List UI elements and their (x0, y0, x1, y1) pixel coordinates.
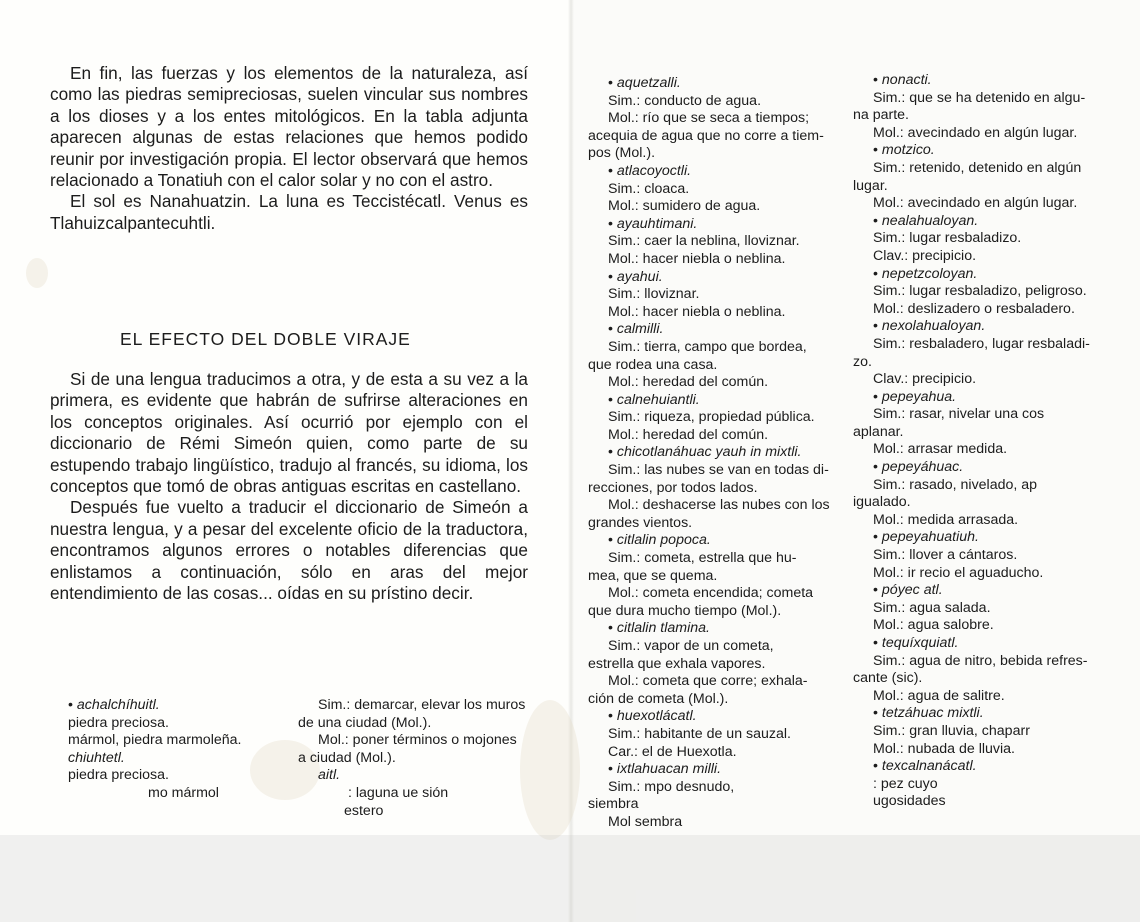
glossary-definition: piedra preciosa. (68, 714, 169, 731)
glossary-term: • citlalin tlamina. (588, 620, 848, 638)
glossary-definition: mármol, piedra marmoleña. (68, 732, 242, 749)
glossary-term: • aquetzalli. (588, 75, 848, 93)
glossary-definition: Sim.: las nubes se van en todas di- (608, 462, 829, 479)
paper-stain (26, 258, 48, 288)
glossary-definition: Mol.: cometa encendida; cometa (608, 585, 814, 602)
glossary-definition: Mol.: agua salobre. (873, 617, 994, 634)
glossary-definition: Sim.: agua de nitro, bebida refres- (873, 652, 1088, 669)
glossary-definition: Sim.: rasar, nivelar una cos (873, 406, 1045, 423)
glossary-definition: Mol sembra (608, 813, 683, 830)
glossary-definition: Sim.: lugar resbaladizo, peligroso. (873, 283, 1087, 300)
section-title: EL EFECTO DEL DOBLE VIRAJE (120, 329, 411, 349)
glossary-fragment-left (48, 697, 298, 803)
glossary-definition: que rodea una casa. (588, 356, 718, 373)
glossary-definition: : laguna ue sión (348, 784, 449, 801)
glossary-definition: Sim.: vapor de un cometa, (608, 638, 774, 654)
glossary-term: • motzico. (853, 142, 1115, 160)
glossary-definition: piedra preciosa. (68, 767, 169, 784)
glossary-definition: Car.: el de Huexotla. (608, 743, 737, 760)
intro-paragraph: En fin, las fuerzas y los elementos de la naturaleza, así como las piedras semipreciosas, suelen vincular sus nombres a los dioses y a los entes mitológicos. En la tabla adjunta aparecen algunas de estas relaciones que hemos podido reunir por investigación propia. El lector observará que hemos relacionado a Tonatiuh con el calor solar y no con el astro. (50, 63, 528, 191)
glossary-definition: Mol.: heredad del común. (608, 426, 769, 443)
glossary-definition: Mol.: hacer niebla o neblina. (608, 250, 786, 267)
glossary-term: • pepeyáhuac. (853, 459, 1115, 477)
glossary-definition: siembra (588, 796, 639, 813)
glossary-definition: Mol.: ir recio el aguaducho. (873, 564, 1044, 581)
glossary-definition: acequia de agua que no corre a tiem- (588, 127, 824, 144)
glossary-term: • texcalnanácatl. (853, 758, 1115, 776)
glossary-definition: Sim.: cloaca. (608, 180, 690, 197)
glossary-definition: de una ciudad (Mol.). (298, 714, 432, 731)
glossary-definition: Sim.: lugar resbaladizo. (873, 230, 1022, 247)
glossary-term: • ixtlahuacan milli. (588, 761, 848, 779)
glossary-term: • calmilli. (588, 321, 848, 339)
glossary-definition: Sim.: habitante de un sauzal. (608, 725, 791, 742)
glossary-term: • chicotlanáhuac yauh in mixtli. (588, 444, 848, 462)
glossary-term: • tequíxquiatl. (853, 635, 1115, 653)
glossary-definition: Mol.: nubada de lluvia. (873, 740, 1015, 757)
glossary-definition: estero (344, 802, 384, 819)
glossary-definition: zo. (853, 353, 872, 370)
section-body (50, 369, 528, 604)
glossary-term: • huexotlácatl. (588, 708, 848, 726)
intro-paragraphs (50, 63, 528, 234)
glossary-definition: ugosidades (873, 793, 946, 810)
glossary-definition: Sim.: agua salada. (873, 599, 991, 616)
glossary-definition: Mol.: deslizadero o resbaladero. (873, 300, 1075, 317)
glossary-definition: Mol.: deshacerse las nubes con los (608, 497, 830, 514)
glossary-definition: Mol.: cometa que corre; exhala- (608, 673, 808, 690)
glossary-definition: Sim.: que se ha detenido en algu- (873, 89, 1086, 106)
glossary-definition: Sim.: tierra, campo que bordea, (608, 338, 807, 355)
glossary-definition: Sim.: resbaladero, lugar resbaladi- (873, 335, 1090, 352)
glossary-term: • atlacoyoctli. (588, 163, 848, 181)
glossary-definition: igualado. (853, 494, 911, 511)
glossary-definition: cante (sic). (853, 670, 923, 687)
glossary-definition: Mol.: arrasar medida. (873, 441, 1008, 458)
glossary-term: • nonacti. (853, 72, 1115, 90)
glossary-definition: Mol.: medida arrasada. (873, 511, 1019, 528)
glossary-definition: na parte. (853, 107, 910, 124)
glossary-definition: Sim.: llover a cántaros. (873, 547, 1018, 564)
body-paragraph: Si de una lengua traducimos a otra, y de esta a su vez a la primera, es evidente que habrán de sufrirse alteraciones en los conceptos originales. Así ocurrió por ejemplo con el diccionario de Rémi Simeón quien, como parte de su estupendo trabajo lingüístico, tradujo al francés, su idioma, los conceptos que tomó de obras antiguas escritas en castellano. (50, 369, 528, 497)
glossary-term: • nealahualoyan. (853, 213, 1115, 231)
glossary-term: • tetzáhuac mixtli. (853, 705, 1115, 723)
glossary-definition: Sim.: retenido, detenido en algún (873, 159, 1082, 176)
glossary-term: • nexolahualoyan. (853, 318, 1115, 336)
glossary-definition: Mol.: río que se seca a tiempos; (608, 110, 810, 127)
glossary-definition: aplanar. (853, 423, 904, 440)
glossary-term: aitl. (318, 767, 341, 784)
glossary-term: • pepeyahuatiuh. (853, 529, 1115, 547)
glossary-definition: ción de cometa (Mol.). (588, 690, 729, 707)
glossary-column-1 (588, 75, 848, 832)
glossary-definition: Sim.: mpo desnudo, (608, 778, 735, 795)
glossary-definition: Sim.: demarcar, elevar los muros (318, 697, 526, 713)
glossary-definition: mea, que se quema. (588, 567, 718, 584)
glossary-fragment-middle (298, 697, 558, 820)
glossary-definition: Clav.: precipicio. (873, 247, 977, 264)
glossary-definition: Mol.: hacer niebla o neblina. (608, 303, 786, 320)
glossary-definition: : pez cuyo (873, 775, 938, 792)
glossary-term: • pepeyahua. (853, 389, 1115, 407)
glossary-definition: Sim.: cometa, estrella que hu- (608, 550, 797, 567)
glossary-definition: Sim.: riqueza, propiedad pública. (608, 409, 815, 426)
glossary-definition: Mol.: poner términos o mojones (318, 732, 517, 749)
glossary-definition: mo mármol (148, 784, 219, 801)
glossary-definition: Mol.: avecindado en algún lugar. (873, 195, 1078, 212)
glossary-term: • calnehuiantli. (588, 392, 848, 410)
glossary-term: • citlalin popoca. (588, 532, 848, 550)
glossary-definition: recciones, por todos lados. (588, 479, 758, 496)
glossary-definition: Sim.: conducto de agua. (608, 92, 762, 109)
glossary-definition: Mol.: agua de salitre. (873, 687, 1005, 704)
glossary-term: • nepetzcoloyan. (853, 266, 1115, 284)
glossary-definition: pos (Mol.). (588, 145, 656, 162)
body-paragraph: Después fue vuelto a traducir el diccionario de Simeón a nuestra lengua, y a pesar del excelente oficio de la traductora, encontramos algunos errores o notables diferencias que enlistamos a continuación, sólo en aras del mejor entendimiento de las cosas... oídas en su prístino decir. (50, 497, 528, 604)
glossary-definition: grandes vientos. (588, 514, 693, 531)
glossary-definition: Sim.: gran lluvia, chaparr (873, 722, 1030, 739)
glossary-term: • ayauhtimani. (588, 216, 848, 234)
glossary-definition: Clav.: precipicio. (873, 371, 977, 388)
glossary-definition: a ciudad (Mol.). (298, 749, 396, 766)
glossary-term: • ayahui. (588, 269, 848, 287)
glossary-column-2 (853, 72, 1115, 811)
glossary-definition: Sim.: lloviznar. (608, 286, 700, 303)
glossary-term: • achalchíhuitl. (48, 697, 298, 715)
glossary-definition: Sim.: rasado, nivelado, ap (873, 476, 1038, 493)
glossary-definition: Sim.: caer la neblina, lloviznar. (608, 233, 800, 250)
glossary-definition: estrella que exhala vapores. (588, 655, 766, 672)
glossary-definition: que dura mucho tiempo (Mol.). (588, 602, 782, 619)
glossary-definition: Mol.: heredad del común. (608, 374, 769, 391)
glossary-definition: Mol.: sumidero de agua. (608, 198, 761, 215)
glossary-term: • póyec atl. (853, 582, 1115, 600)
torn-page-bottom (0, 835, 1140, 922)
intro-paragraph: El sol es Nanahuatzin. La luna es Teccistécatl. Venus es Tlahuizcalpantecuhtli. (50, 191, 528, 233)
glossary-definition: Mol.: avecindado en algún lugar. (873, 124, 1078, 141)
glossary-definition: chiuhtetl. (68, 749, 125, 766)
glossary-definition: lugar. (853, 177, 888, 194)
